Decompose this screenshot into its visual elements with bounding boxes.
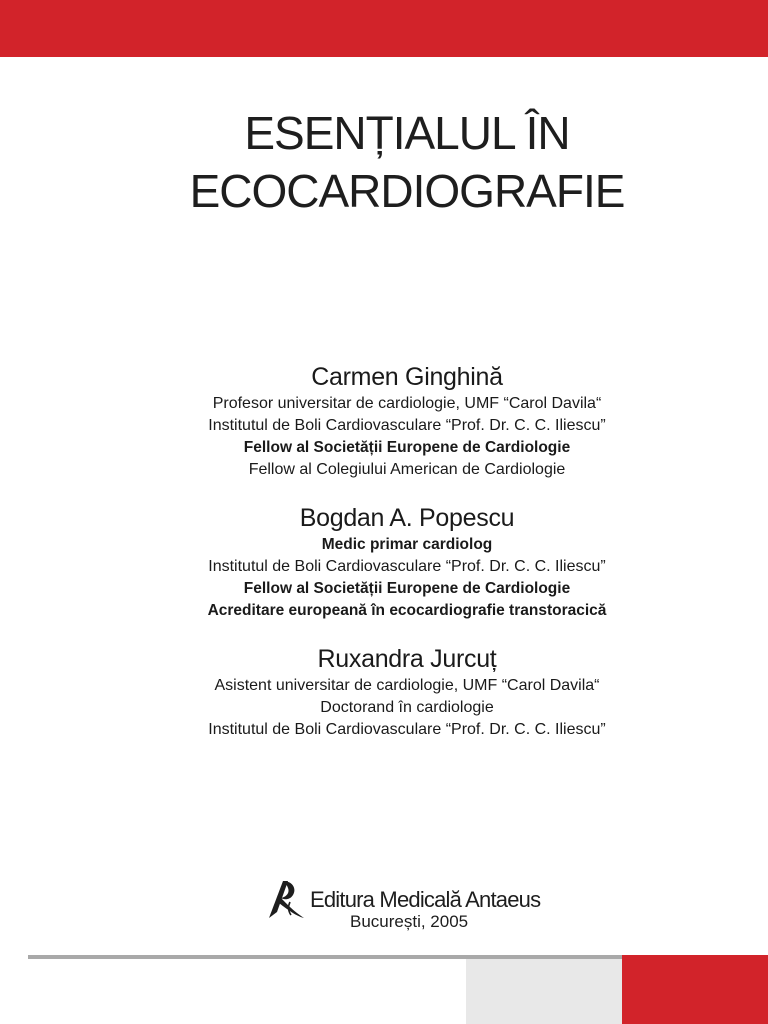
author-affiliation: Medic primar cardiolog (321, 536, 493, 553)
author-name: Bogdan A. Popescu (299, 504, 515, 532)
author-affiliation: Institutul de Boli Cardiovasculare “Prof. Dr. C. C. Iliescu” (208, 558, 606, 575)
author-block-jurcut (0, 644, 768, 741)
author-affiliation: Institutul de Boli Cardiovasculare “Prof. Dr. C. C. Iliescu” (208, 721, 606, 738)
author-affiliation: Fellow al Societății Europene de Cardiologie (243, 580, 571, 597)
author-affiliation: Acreditare europeană în ecocardiografie transtoracică (207, 602, 607, 619)
book-title (0, 104, 768, 220)
authors-section (0, 362, 768, 763)
publisher-name: Editura Medicală Antaeus (310, 887, 541, 912)
book-title-line-2: ECOCARDIOGRAFIE (189, 165, 625, 217)
author-block-popescu (0, 503, 768, 622)
author-affiliation: Fellow al Colegiului American de Cardiologie (248, 461, 566, 478)
author-affiliation: Asistent universitar de cardiologie, UMF “Carol Davila“ (214, 677, 600, 694)
author-affiliation: Doctorand în cardiologie (320, 699, 494, 716)
antaeus-logo-icon (266, 876, 308, 922)
publication-place-year: București, 2005 (350, 912, 469, 931)
author-affiliation: Institutul de Boli Cardiovasculare “Prof. Dr. C. C. Iliescu” (208, 417, 606, 434)
author-affiliation: Profesor universitar de cardiologie, UMF “Carol Davila“ (212, 395, 602, 412)
author-block-ginghina (0, 362, 768, 481)
book-title-line-1: ESENȚIALUL ÎN (244, 107, 570, 159)
author-name: Ruxandra Jurcuț (317, 645, 497, 673)
author-name: Carmen Ginghină (311, 363, 503, 391)
bottom-red-panel (622, 955, 768, 1024)
author-affiliation: Fellow al Societății Europene de Cardiologie (243, 439, 571, 456)
bottom-grey-panel (466, 959, 622, 1024)
top-red-band (0, 0, 768, 57)
